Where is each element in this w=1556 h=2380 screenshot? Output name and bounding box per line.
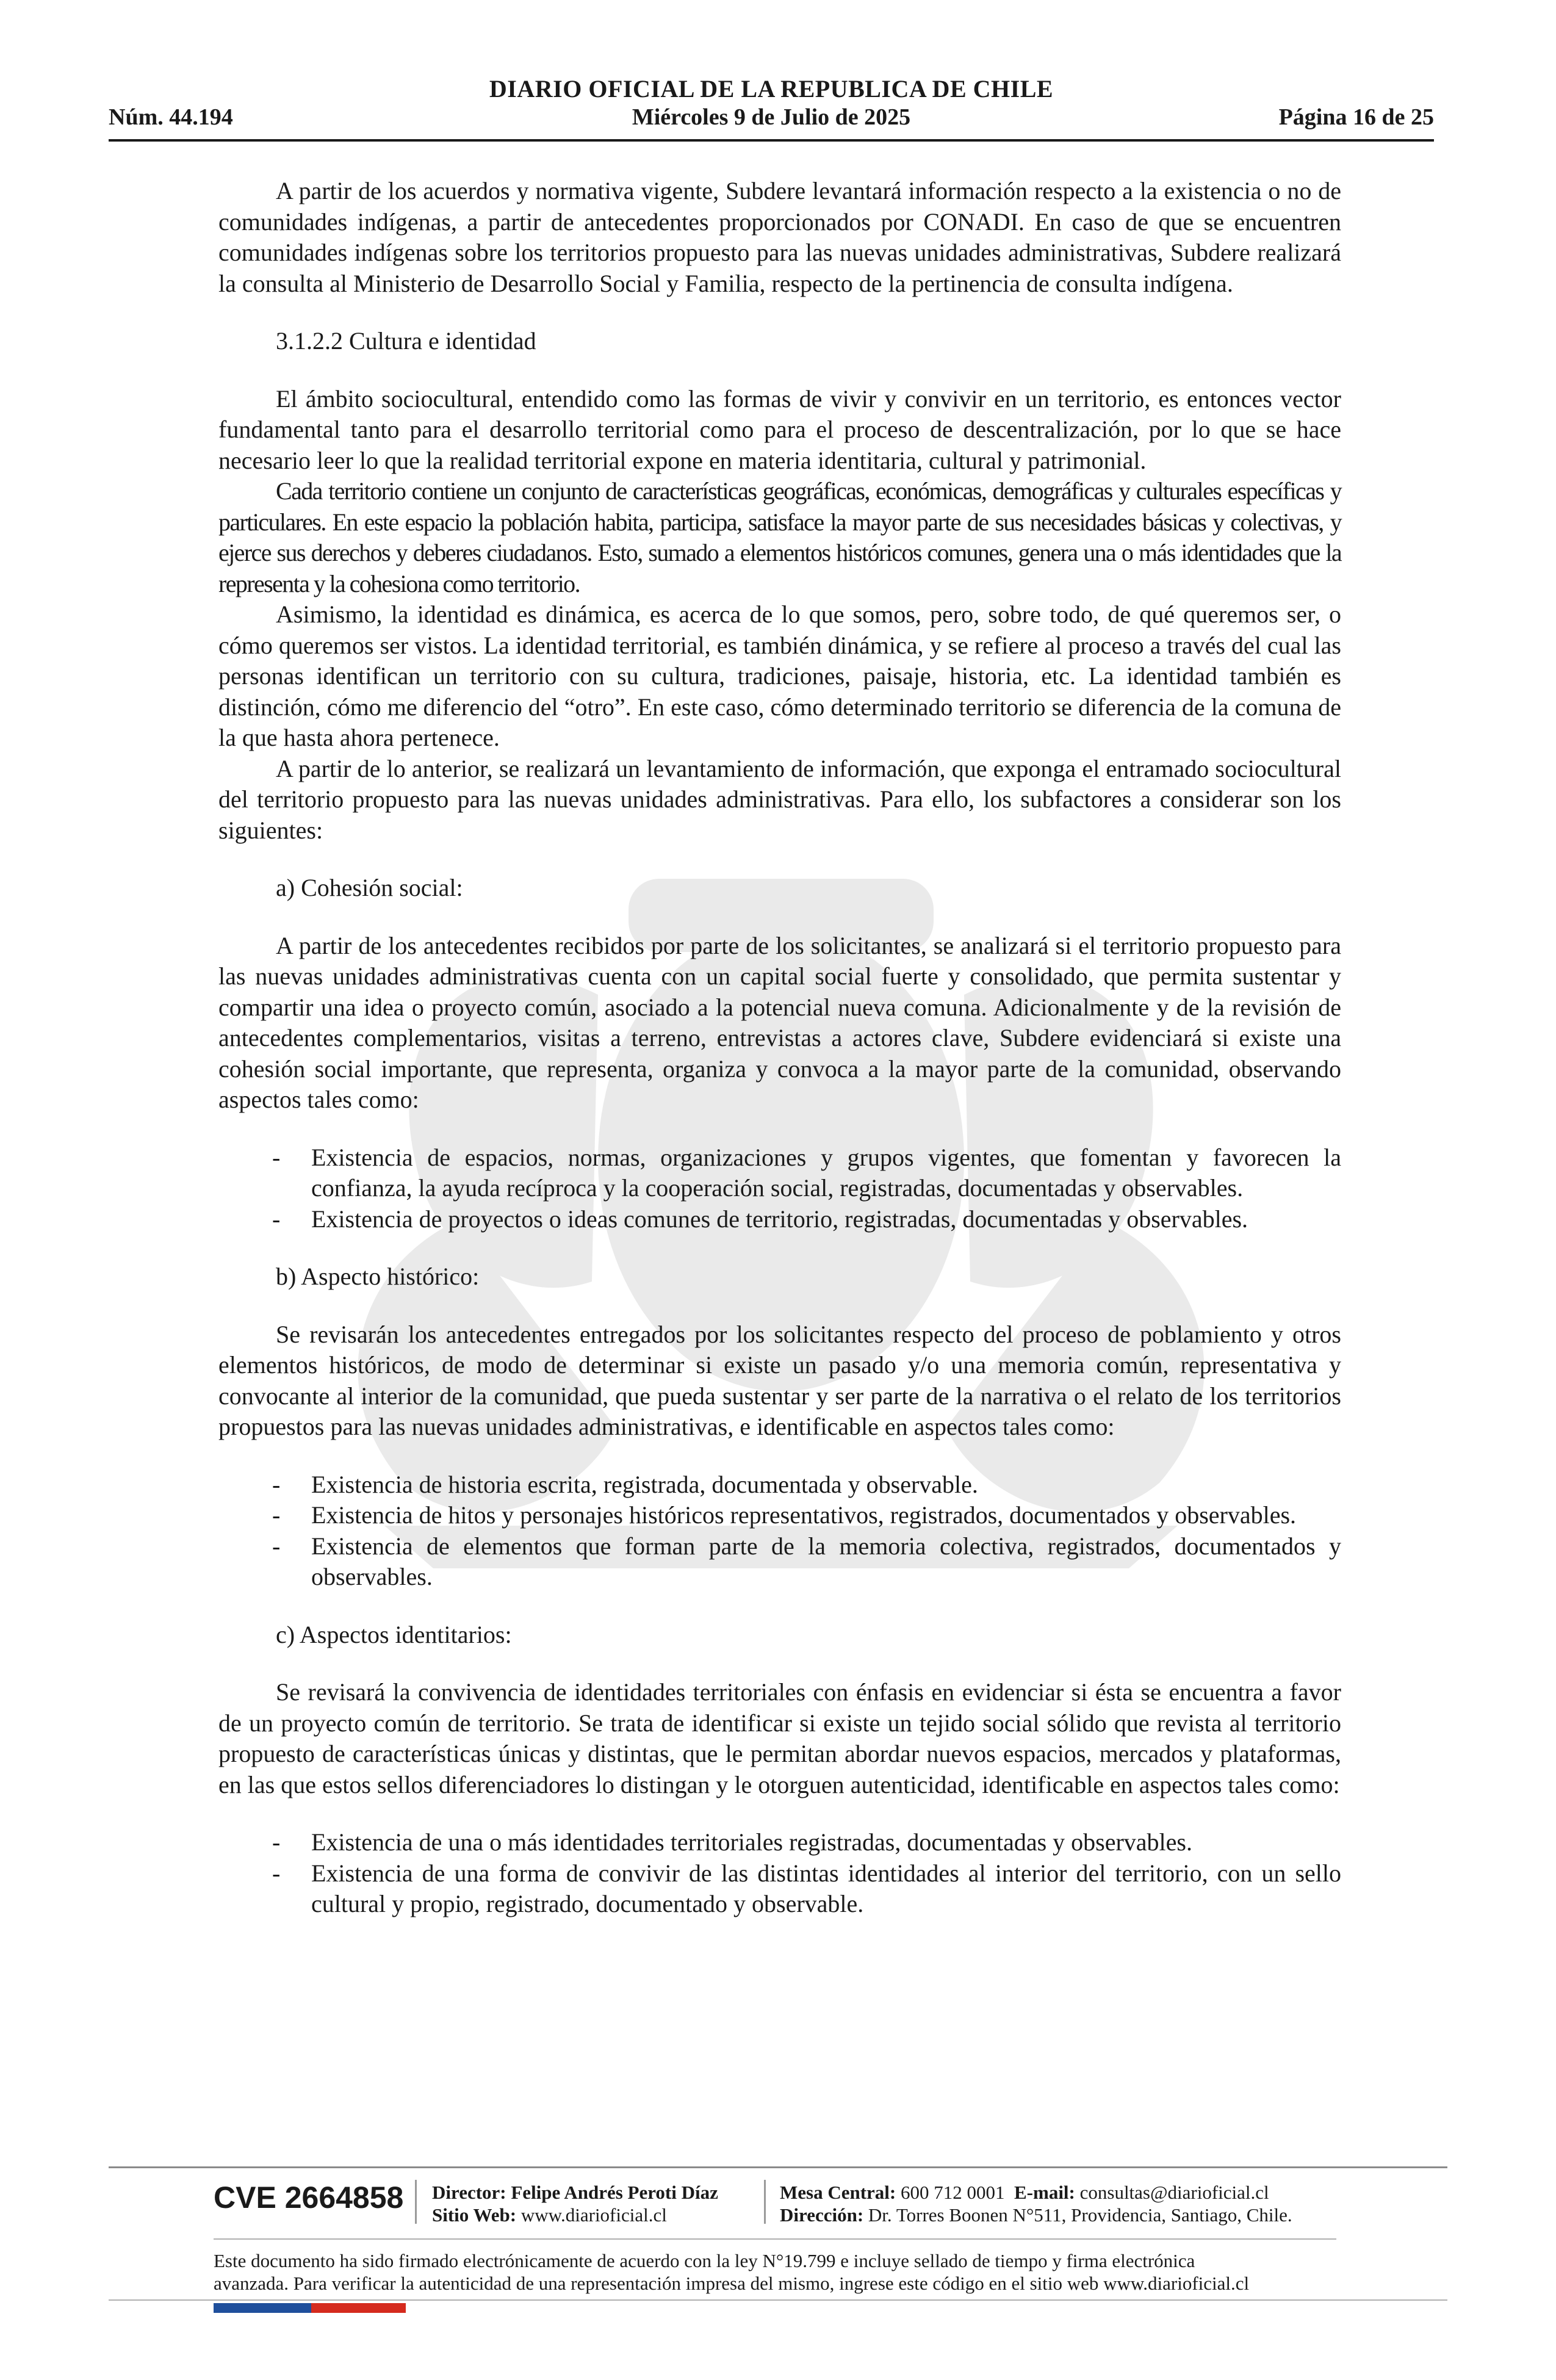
phone-label: Mesa Central: [780, 2182, 896, 2203]
list-item [218, 1142, 1341, 1204]
paragraph-territorio: Cada territorio contiene un conjunto de características geográficas, económicas, demográficas y culturales específicas y particulares. En este espacio la población habita, participa, satisface la mayor parte de sus necesidades básicas y colectivas, y ejerce sus derechos y deberes ciudadanos. Esto, sumado a elementos históricos comunes, genera una o más identidades que la representa y la cohesiona como territorio. [218, 477, 1341, 597]
dash-bullet: - [272, 1205, 281, 1233]
list-item-text: Existencia de elementos que forman parte de la memoria colectiva, registrados, documentados y observables. [311, 1532, 1341, 1590]
paragraph-indigenous-communities: A partir de los acuerdos y normativa vigente, Subdere levantará información respecto a la existencia o no de comunidades indígenas, a partir de antecedentes proporcionados por CONADI. En caso de que se encuentren comunidades indígenas sobre los territorios propuesto para las nuevas unidades administrativas, Subdere realizará la consulta al Ministerio de Desarrollo Social y Familia, respecto de la pertinencia de consulta indígena. [218, 177, 1341, 297]
legal-divider [214, 2238, 1336, 2240]
dash-bullet: - [272, 1143, 281, 1171]
dash-bullet: - [272, 1532, 281, 1560]
list-item [218, 1827, 1341, 1858]
list-item [218, 1469, 1341, 1501]
dash-bullet: - [272, 1828, 281, 1856]
list-item [218, 1204, 1341, 1235]
list-item [218, 1500, 1341, 1531]
list-item [218, 1858, 1341, 1920]
email-link[interactable]: consultas@diarioficial.cl [1079, 2182, 1269, 2203]
paragraph-cohesion: A partir de los antecedentes recibidos por parte de los solicitantes, se analizará si el territorio propuesto para las nuevas unidades administrativas cuenta con un capital social fuerte y consolidado, que permita sustentar y compartir una idea o proyecto común, asociado a la potencial nueva comuna. Adicionalmente y de la revisión de antecedentes complementarios, visitas a terreno, entrevistas a actores clave, Subdere evidenciará si existe una cohesión social importante, que representa, organiza y convoca a la mayor parte de la comunidad, observando aspectos tales como: [218, 931, 1341, 1113]
footer-separator [764, 2180, 766, 2224]
director-name: Felipe Andrés Peroti Díaz [511, 2182, 718, 2203]
paragraph-sociocultural: El ámbito sociocultural, entendido como las formas de vivir y convivir en un territorio, es entonces vector fundamental tanto para el desarrollo territorial como para el proceso de descentralización, por lo que se hace necesario leer lo que la realidad territorial expone en materia identitaria, cultural y patrimonial. [218, 384, 1341, 474]
legal-line: avanzada. Para verificar la autenticidad de una representación impresa del mismo, ingrese este código en el sitio web www.diarioficial.cl [214, 2273, 1250, 2294]
footer-contact-block [780, 2181, 1292, 2226]
legal-notice [214, 2249, 1373, 2295]
flag-blue-segment [214, 2303, 311, 2313]
paragraph-levantamiento: A partir de lo anterior, se realizará un levantamiento de información, que exponga el entramado sociocultural del territorio propuesto para las nuevas unidades administrativas. Para ello, los subfactores a considerar son los siguientes: [218, 754, 1341, 844]
list-historico [218, 1469, 1341, 1593]
site-label: Sitio Web: [432, 2204, 517, 2226]
subheading-historico: b) Aspecto histórico: [276, 1263, 480, 1290]
list-item-text: Existencia de una o más identidades territoriales registradas, documentadas y observables. [311, 1828, 1192, 1856]
footer-divider [109, 2166, 1447, 2168]
subheading-identitarios: c) Aspectos identitarios: [276, 1620, 512, 1648]
issue-number: Núm. 44.194 [109, 104, 233, 130]
list-identitarios [218, 1827, 1341, 1920]
address-value: Dr. Torres Boonen N°511, Providencia, Santiago, Chile. [868, 2204, 1292, 2226]
director-label: Director: [432, 2182, 506, 2203]
page-number: Página 16 de 25 [1278, 104, 1434, 130]
dash-bullet: - [272, 1501, 281, 1529]
site-link[interactable]: www.diarioficial.cl [520, 2204, 667, 2226]
paragraph-historico: Se revisarán los antecedentes entregados por los solicitantes respecto del proceso de poblamiento y otros elementos históricos, de modo de determinar si existe un pasado y/o una memoria común, representativa y convocante al interior de la comunidad, que pueda sustentar y ser parte de la narrativa o el relato de los territorios propuestos para las nuevas unidades administrativas, e identificable en aspectos tales como: [218, 1320, 1341, 1440]
email-label: E-mail: [1014, 2182, 1075, 2203]
list-item-text: Existencia de una forma de convivir de las distintas identidades al interior del territorio, con un sello cultural y propio, registrado, documentado y observable. [311, 1859, 1341, 1917]
legal-line: Este documento ha sido firmado electrónicamente de acuerdo con la ley N°19.799 e incluye sellado de tiempo y firma electrónica [214, 2250, 1195, 2271]
header-divider [109, 139, 1434, 142]
flag-red-segment [311, 2303, 406, 2313]
address-label: Dirección: [780, 2204, 864, 2226]
footer-director-block [432, 2181, 718, 2226]
newspaper-title: DIARIO OFICIAL DE LA REPUBLICA DE CHILE [489, 75, 1054, 103]
paragraph-identitarios: Se revisará la convivencia de identidades territoriales con énfasis en evidenciar si ésta se encuentra a favor de un proyecto común de territorio. Se trata de identificar si existe un tejido social sólido que revista al territorio propuesto de características únicas y distintas, que le permitan abordar nuevos espacios, mercados y plataformas, en las que estos sellos diferenciadores lo distingan y le otorguen autenticidad, identificable en aspectos tales como: [218, 1678, 1341, 1798]
list-item-text: Existencia de espacios, normas, organizaciones y grupos vigentes, que fomentan y favorecen la confianza, la ayuda recíproca y la cooperación social, registradas, documentadas y observables. [311, 1143, 1341, 1202]
cve-code: CVE 2664858 [214, 2180, 404, 2215]
page-header [109, 74, 1434, 146]
dash-bullet: - [272, 1859, 281, 1887]
section-heading-cultura: 3.1.2.2 Cultura e identidad [276, 327, 536, 355]
footer-separator [415, 2180, 417, 2224]
flag-stripe-icon [214, 2303, 406, 2313]
list-item-text: Existencia de hitos y personajes históricos representativos, registrados, documentados y observables. [311, 1501, 1297, 1529]
document-body [218, 176, 1341, 1920]
list-item [218, 1531, 1341, 1593]
issue-date: Miércoles 9 de Julio de 2025 [632, 104, 911, 130]
list-item-text: Existencia de proyectos o ideas comunes de territorio, registradas, documentadas y observables. [311, 1205, 1248, 1233]
list-cohesion [218, 1142, 1341, 1235]
subheading-cohesion: a) Cohesión social: [276, 874, 463, 901]
bottom-divider [109, 2299, 1447, 2301]
list-item-text: Existencia de historia escrita, registrada, documentada y observable. [311, 1470, 978, 1498]
dash-bullet: - [272, 1470, 281, 1498]
paragraph-identidad: Asimismo, la identidad es dinámica, es acerca de lo que somos, pero, sobre todo, de qué queremos ser, o cómo queremos ser vistos. La identidad territorial, es también dinámica, y se refiere al proceso a través del cual las personas identifican un territorio con su cultura, tradiciones, paisaje, historia, etc. La identidad también es distinción, cómo me diferencio del “otro”. En este caso, cómo determinado territorio se diferencia de la comuna de la que hasta ahora pertenece. [218, 600, 1341, 751]
phone-value: 600 712 0001 [901, 2182, 1005, 2203]
